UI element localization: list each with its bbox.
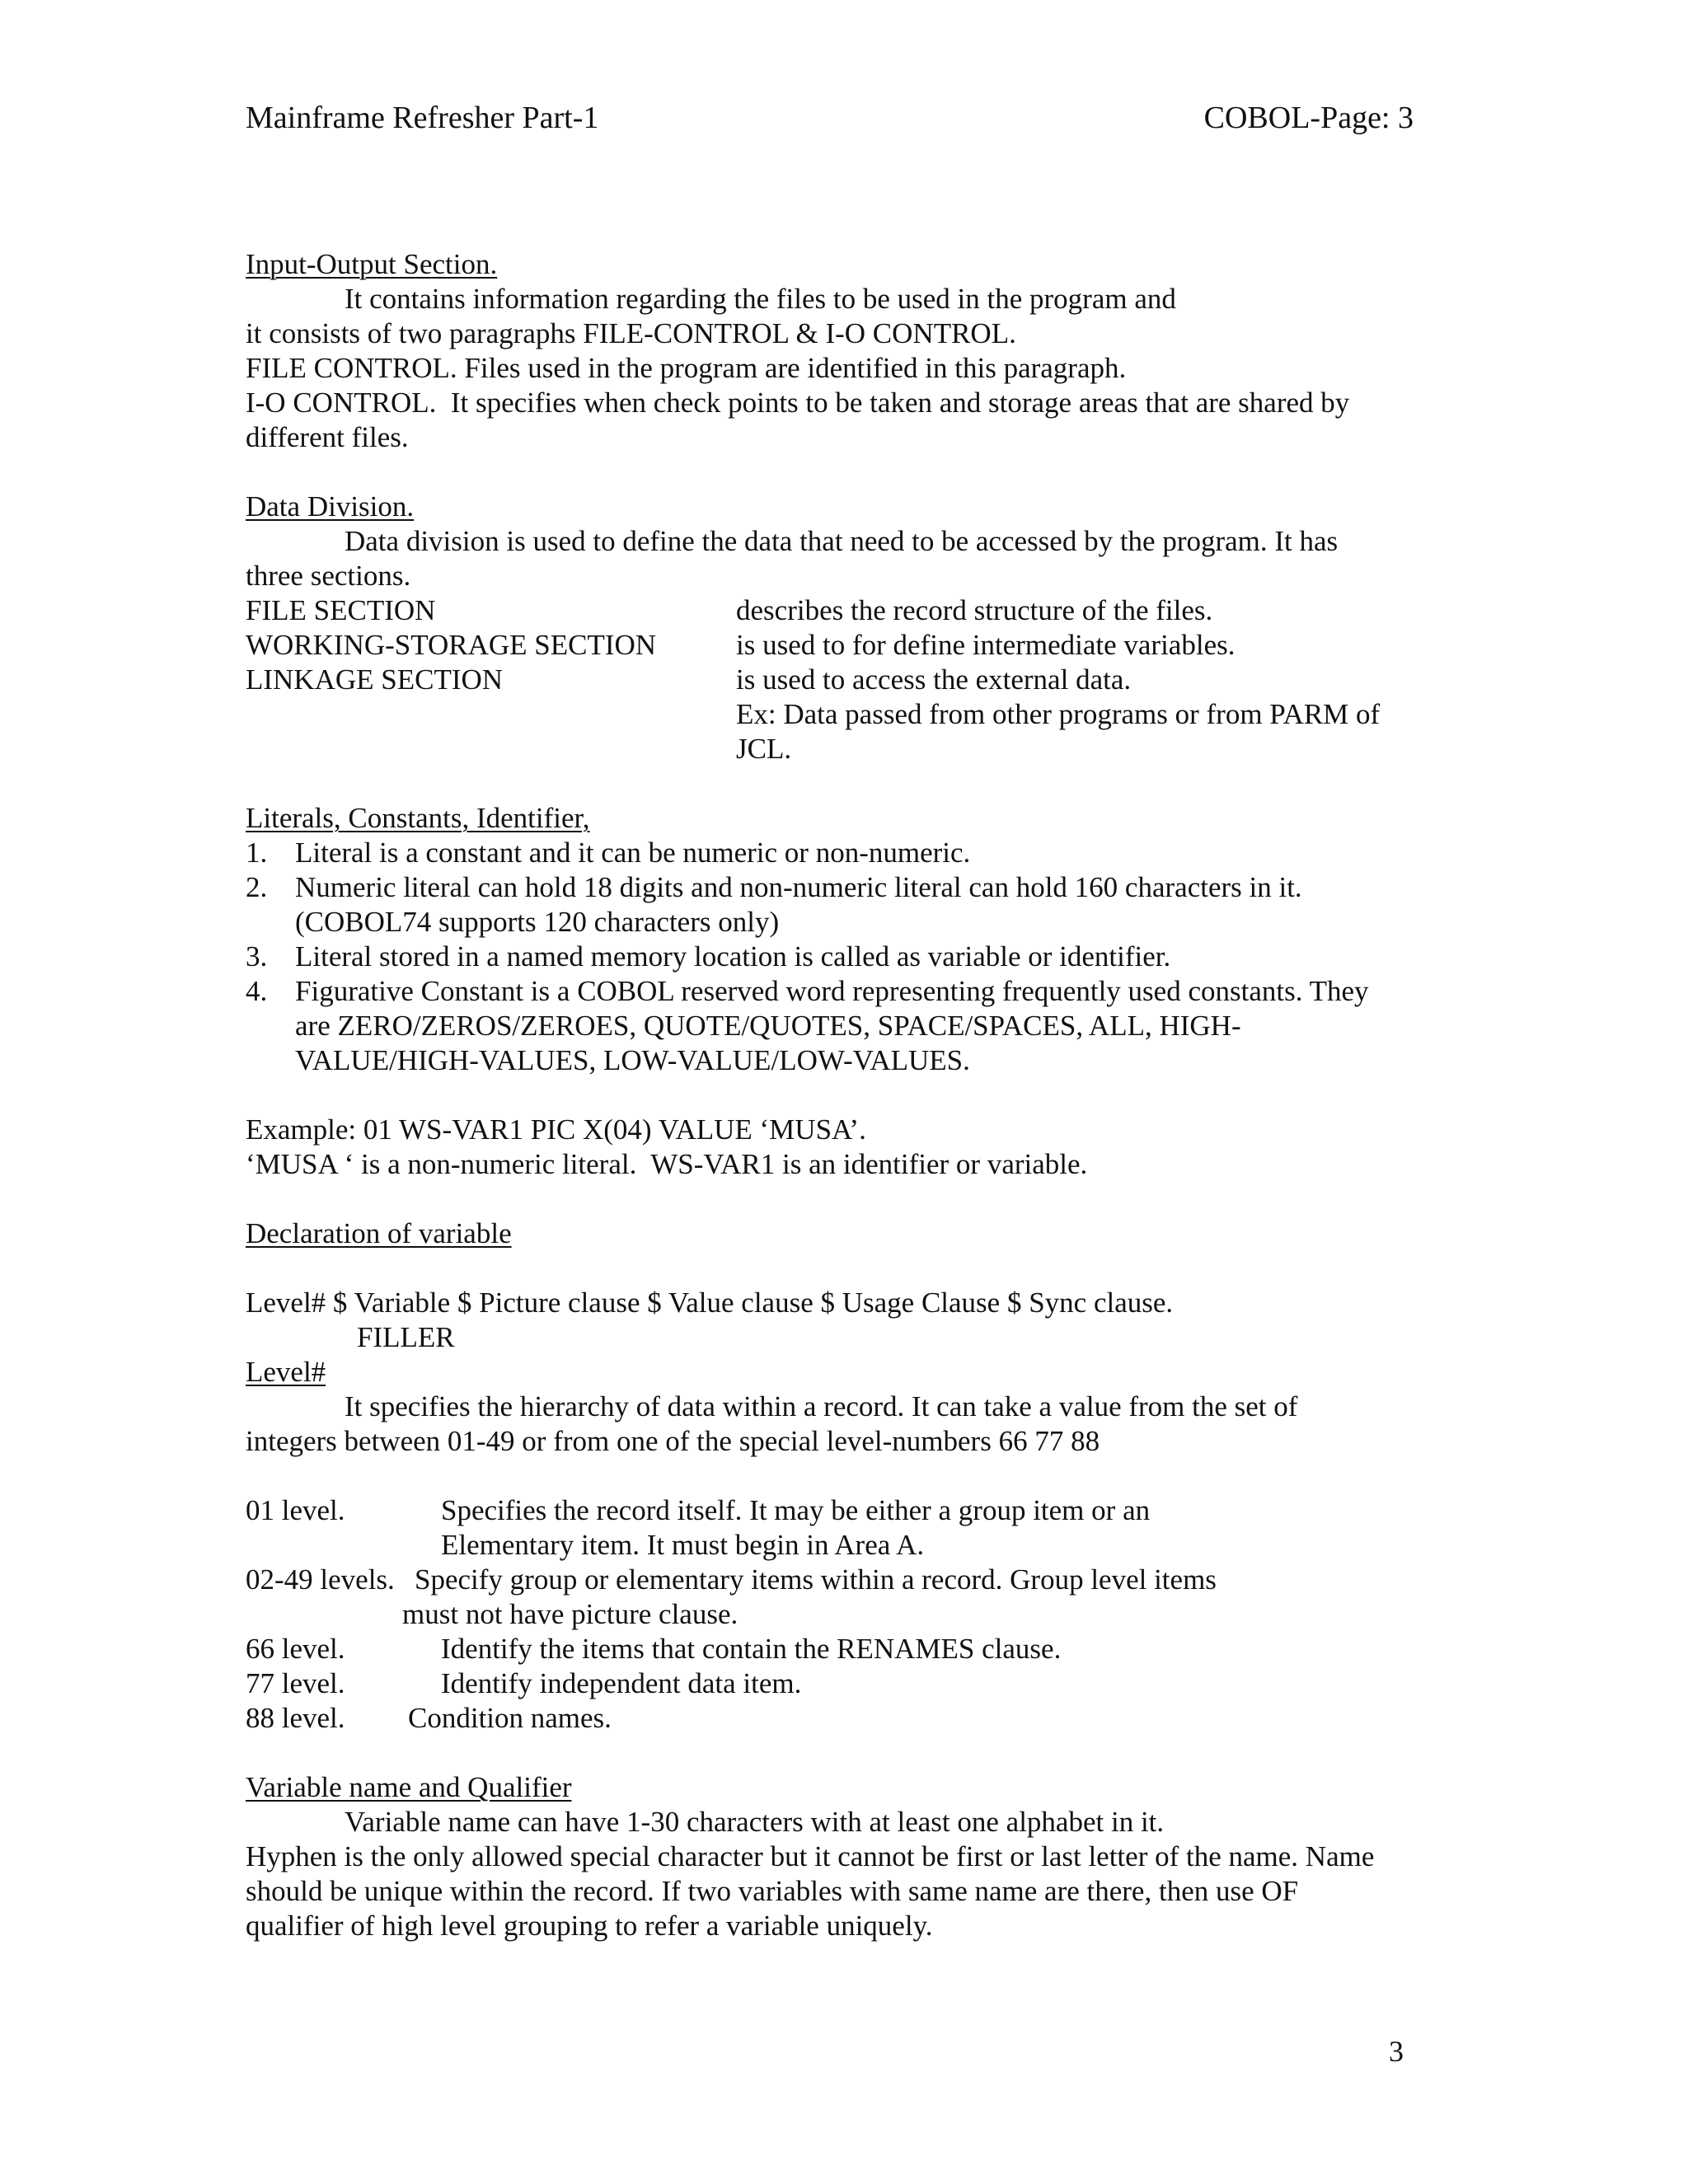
variable-name-line: should be unique within the record. If two variables with same name are there, then use OF <box>246 1875 1299 1907</box>
header-page-label: COBOL-Page: 3 <box>1203 101 1414 135</box>
variable-name-heading: Variable name and Qualifier <box>246 1771 572 1803</box>
list-number: 1. <box>246 837 268 869</box>
declaration-filler: FILLER <box>357 1321 455 1353</box>
level-heading: Level# <box>246 1356 326 1388</box>
level-name: 01 level. <box>246 1494 345 1526</box>
list-item: (COBOL74 supports 120 characters only) <box>295 906 780 938</box>
section-example: JCL. <box>736 733 792 765</box>
io-section-line: FILE CONTROL. Files used in the program are identified in this paragraph. <box>246 352 1127 384</box>
io-section-line: It contains information regarding the files to be used in the program and <box>345 283 1176 315</box>
section-name: WORKING-STORAGE SECTION <box>246 629 657 661</box>
list-item: VALUE/HIGH-VALUES, LOW-VALUE/LOW-VALUES. <box>295 1044 970 1076</box>
example-line: ‘MUSA ‘ is a non-numeric literal. WS-VAR1 is an identifier or variable. <box>246 1148 1088 1180</box>
level-desc: It specifies the hierarchy of data within a record. It can take a value from the set of <box>345 1390 1298 1422</box>
list-number: 4. <box>246 975 268 1007</box>
section-example: Ex: Data passed from other programs or from PARM of <box>736 698 1381 730</box>
variable-name-line: qualifier of high level grouping to refer a variable uniquely. <box>246 1910 933 1942</box>
list-item: Literal stored in a named memory location is called as variable or identifier. <box>295 940 1171 972</box>
declaration-heading: Declaration of variable <box>246 1217 512 1249</box>
literals-heading: Literals, Constants, Identifier, <box>246 802 590 834</box>
list-item: are ZERO/ZEROS/ZEROES, QUOTE/QUOTES, SPACE/SPACES, ALL, HIGH- <box>295 1010 1241 1042</box>
variable-name-line: Variable name can have 1-30 characters with at least one alphabet in it. <box>345 1806 1165 1838</box>
io-section-line: different files. <box>246 421 409 453</box>
section-name: FILE SECTION <box>246 594 436 626</box>
variable-name-line: Hyphen is the only allowed special character but it cannot be first or last letter of the name. Name <box>246 1840 1375 1872</box>
level-text: Condition names. <box>408 1702 612 1734</box>
level-desc: integers between 01-49 or from one of the special level-numbers 66 77 88 <box>246 1425 1100 1457</box>
section-desc: is used to access the external data. <box>736 663 1132 696</box>
io-section-heading: Input-Output Section. <box>246 248 498 280</box>
level-text: Specify group or elementary items within a record. Group level items <box>415 1563 1217 1596</box>
level-text: Elementary item. It must begin in Area A. <box>441 1529 925 1561</box>
page-number: 3 <box>1389 2035 1404 2068</box>
data-division-heading: Data Division. <box>246 490 415 523</box>
level-text: Identify the items that contain the RENAMES clause. <box>441 1633 1062 1665</box>
level-text: must not have picture clause. <box>402 1598 738 1630</box>
list-item: Figurative Constant is a COBOL reserved word representing frequently used constants. They <box>295 975 1369 1007</box>
declaration-syntax: Level# $ Variable $ Picture clause $ Value clause $ Usage Clause $ Sync clause. <box>246 1286 1174 1319</box>
section-desc: describes the record structure of the files. <box>736 594 1213 626</box>
io-section-line: it consists of two paragraphs FILE-CONTROL & I-O CONTROL. <box>246 317 1016 349</box>
level-name: 88 level. <box>246 1702 345 1734</box>
list-item: Numeric literal can hold 18 digits and non-numeric literal can hold 160 characters in it. <box>295 871 1302 903</box>
level-name: 77 level. <box>246 1667 345 1699</box>
list-number: 2. <box>246 871 268 903</box>
data-division-intro: Data division is used to define the data that need to be accessed by the program. It has <box>345 525 1339 557</box>
level-text: Specifies the record itself. It may be either a group item or an <box>441 1494 1151 1526</box>
level-name: 02-49 levels. <box>246 1563 395 1596</box>
level-text: Identify independent data item. <box>441 1667 802 1699</box>
io-section-line: I-O CONTROL. It specifies when check points to be taken and storage areas that are shared by <box>246 387 1350 419</box>
list-number: 3. <box>246 940 268 972</box>
example-line: Example: 01 WS-VAR1 PIC X(04) VALUE ‘MUSA’. <box>246 1113 866 1146</box>
header-title: Mainframe Refresher Part-1 <box>246 101 599 135</box>
section-desc: is used to for define intermediate variables. <box>736 629 1236 661</box>
level-name: 66 level. <box>246 1633 345 1665</box>
list-item: Literal is a constant and it can be numeric or non-numeric. <box>295 837 971 869</box>
section-name: LINKAGE SECTION <box>246 663 504 696</box>
data-division-intro: three sections. <box>246 560 411 592</box>
